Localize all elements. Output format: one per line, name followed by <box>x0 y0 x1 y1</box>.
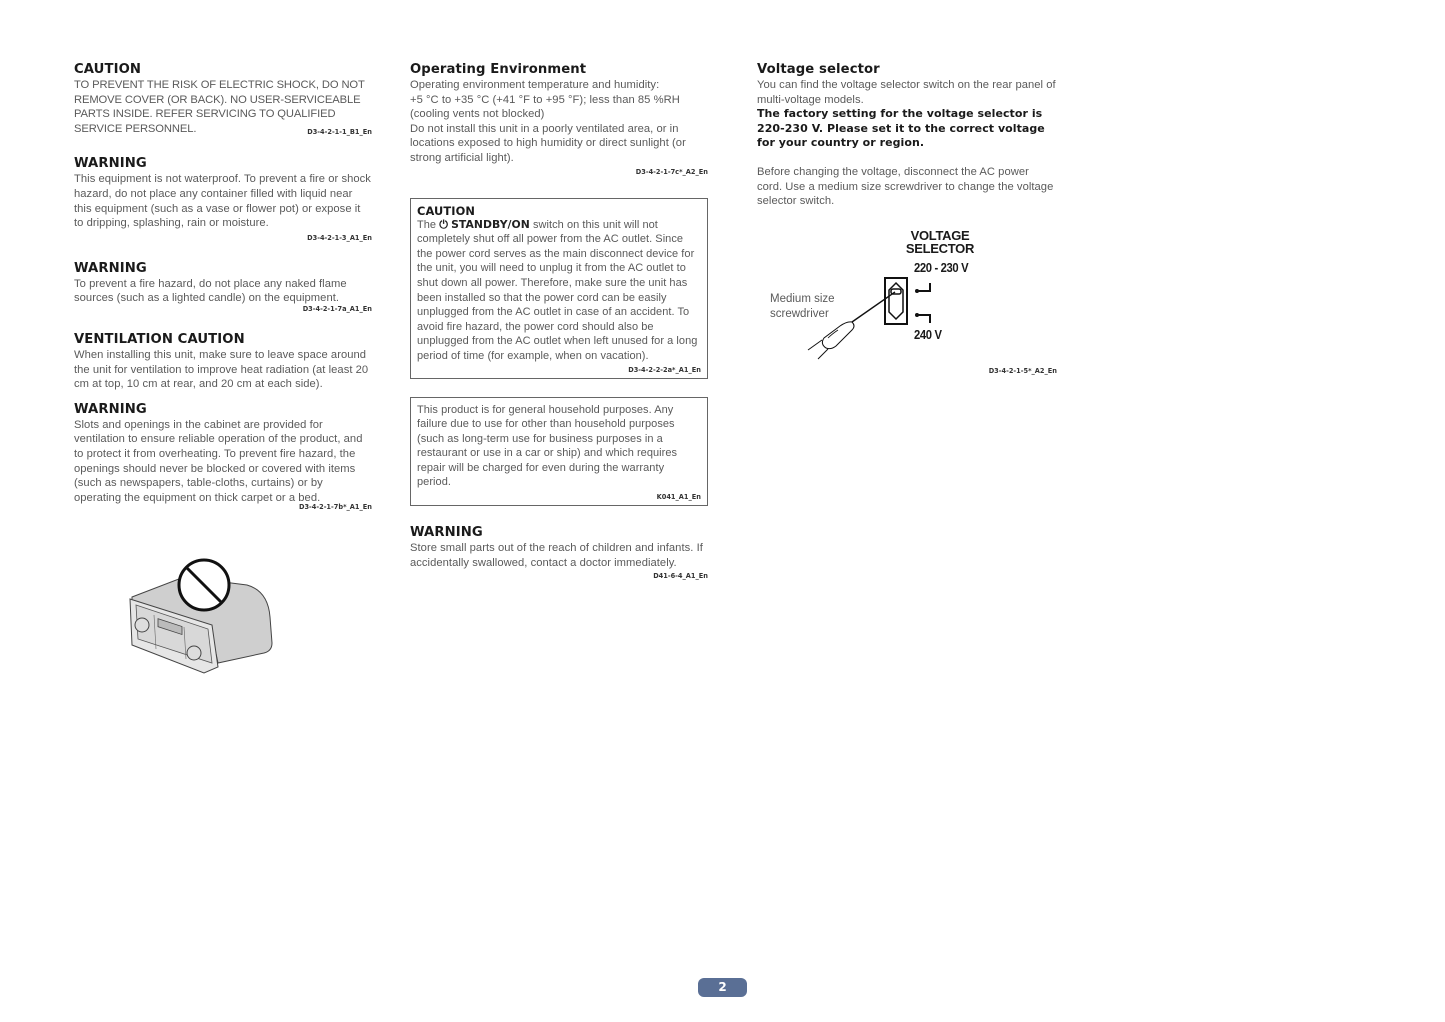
voltage-intro: You can find the voltage selector switch on the rear panel of multi-voltage models. <box>757 79 1056 106</box>
voltage-instructions: Before changing the voltage, disconnect the AC power cord. Use a medium size screwdriver to change the voltage selector switch. <box>757 165 1054 208</box>
page-number-badge: 2 <box>698 978 747 997</box>
household-box <box>410 397 708 507</box>
environment-title: Operating Environment <box>410 62 587 77</box>
environment-section <box>410 62 708 177</box>
environment-line3: Do not install this unit in a poorly ventilated area, or in locations exposed to high humidity or direct sunlight (or strong artificial light). <box>410 122 686 164</box>
ventilation-body: When installing this unit, make sure to leave space around the unit for ventilation to improve heat radiation (at least 20 cm at top, 10 cm at rear, and 20 cm at each side). <box>74 348 369 391</box>
standby-on-label: STANDBY/ON <box>451 217 530 231</box>
warning-water-body: This equipment is not waterproof. To prevent a fire or shock hazard, do not place any container filled with liquid near this equipment (such as a vase or flower pot) or expose it to dripping, splashing, rain or moisture. <box>74 173 371 230</box>
warning-parts-code: D41-6-4_A1_En <box>653 572 708 581</box>
caution-section <box>74 62 372 137</box>
diagram-title <box>900 229 980 255</box>
receiver-covered-prohibited-icon <box>122 555 277 680</box>
caution-box-body <box>417 218 701 364</box>
caution-box-title: CAUTION <box>417 203 475 218</box>
household-code: K041_A1_En <box>656 493 701 502</box>
voltage-section <box>757 62 1057 209</box>
warning-parts-title: WARNING <box>410 525 483 541</box>
voltage-code: D3-4-2-1-5*_A2_En <box>988 367 1057 375</box>
caution-body: TO PREVENT THE RISK OF ELECTRIC SHOCK, DO NOT REMOVE COVER (OR BACK). NO USER-SERVICEABLE PARTS INSIDE. REFER SERVICING TO QUALIFIED SERVICE PERSONNEL. <box>74 79 365 135</box>
warning-flame-section <box>74 261 372 314</box>
warning-water-code: D3-4-2-1-3_A1_En <box>307 233 372 242</box>
screwdriver-label-line2: screwdriver <box>770 308 829 320</box>
warning-parts-section <box>410 525 708 581</box>
warning-flame-body: To prevent a fire hazard, do not place any naked flame sources (such as a lighted candle) on the equipment. <box>74 277 347 305</box>
option-240v: 240 V <box>914 328 942 342</box>
power-icon: ⏻ <box>439 218 448 231</box>
warning-slots-body: Slots and openings in the cabinet are provided for ventilation to ensure reliable operation of the product, and to protect it from overheating. To prevent fire hazard, the openings should never be blocked or covered with items (such as newspapers, table-cloths, curtains) or by operating the equipment on thick carpet or a bed. <box>74 418 363 504</box>
voltage-factory-setting: The factory setting for the voltage selector is 220-230 V. Please set it to the correct voltage for your country or region. <box>757 107 1045 150</box>
screwdriver-label-line1: Medium size <box>770 293 835 305</box>
warning-slots-section <box>74 402 372 513</box>
warning-water-section <box>74 156 372 242</box>
caution-box-code: D3-4-2-2-2a*_A1_En <box>628 365 701 374</box>
diagram-title-line2: SELECTOR <box>905 241 975 256</box>
diagram-title-line1: VOLTAGE <box>910 228 970 243</box>
caution-title: CAUTION <box>74 62 142 77</box>
warning-water-title: WARNING <box>74 156 147 172</box>
caution-code: D3-4-2-1-1_B1_En <box>307 128 372 137</box>
caution-prefix: The <box>417 218 437 231</box>
warning-flame-code: D3-4-2-1-7a_A1_En <box>302 304 372 313</box>
household-body: This product is for general household purposes. Any failure due to use for other than household purposes (such as long-term use for business purposes in a restaurant or use in a car or ship) and which requires repair will be charged for even during the warranty period. <box>417 403 678 489</box>
option-220-230v: 220 - 230 V <box>914 261 969 275</box>
environment-code: D3-4-2-1-7c*_A2_En <box>635 167 708 176</box>
environment-line1: Operating environment temperature and humidity: <box>410 79 660 91</box>
caution-box-text: switch on this unit will not completely shut off all power from the AC outlet. Since the power cord serves as the main disconnect device for the unit, you will need to unplug it from the AC outlet to shut down all power. Therefore, make sure the unit has been installed so that the power cord can be easily unplugged from the AC outlet in case of an accident. To avoid fire hazard, the power cord should also be unplugged from the AC outlet when left unused for a long period of time (for example, when on vacation). <box>417 218 698 362</box>
voltage-switch-icon <box>800 270 940 365</box>
ventilation-section <box>74 332 372 392</box>
ventilation-title: VENTILATION CAUTION <box>74 331 245 347</box>
warning-slots-title: WARNING <box>74 401 147 417</box>
voltage-title: Voltage selector <box>757 62 880 77</box>
warning-flame-title: WARNING <box>74 260 147 276</box>
warning-parts-body: Store small parts out of the reach of children and infants. If accidentally swallowed, contact a doctor immediately. <box>410 542 703 569</box>
column-right <box>757 62 1057 209</box>
environment-line2: +5 °C to +35 °C (+41 °F to +95 °F); less than 85 %RH (cooling vents not blocked) <box>410 93 680 121</box>
warning-slots-code: D3-4-2-1-7b*_A1_En <box>298 503 372 512</box>
column-left <box>74 62 372 512</box>
caution-box <box>410 198 708 379</box>
column-middle <box>410 62 708 581</box>
